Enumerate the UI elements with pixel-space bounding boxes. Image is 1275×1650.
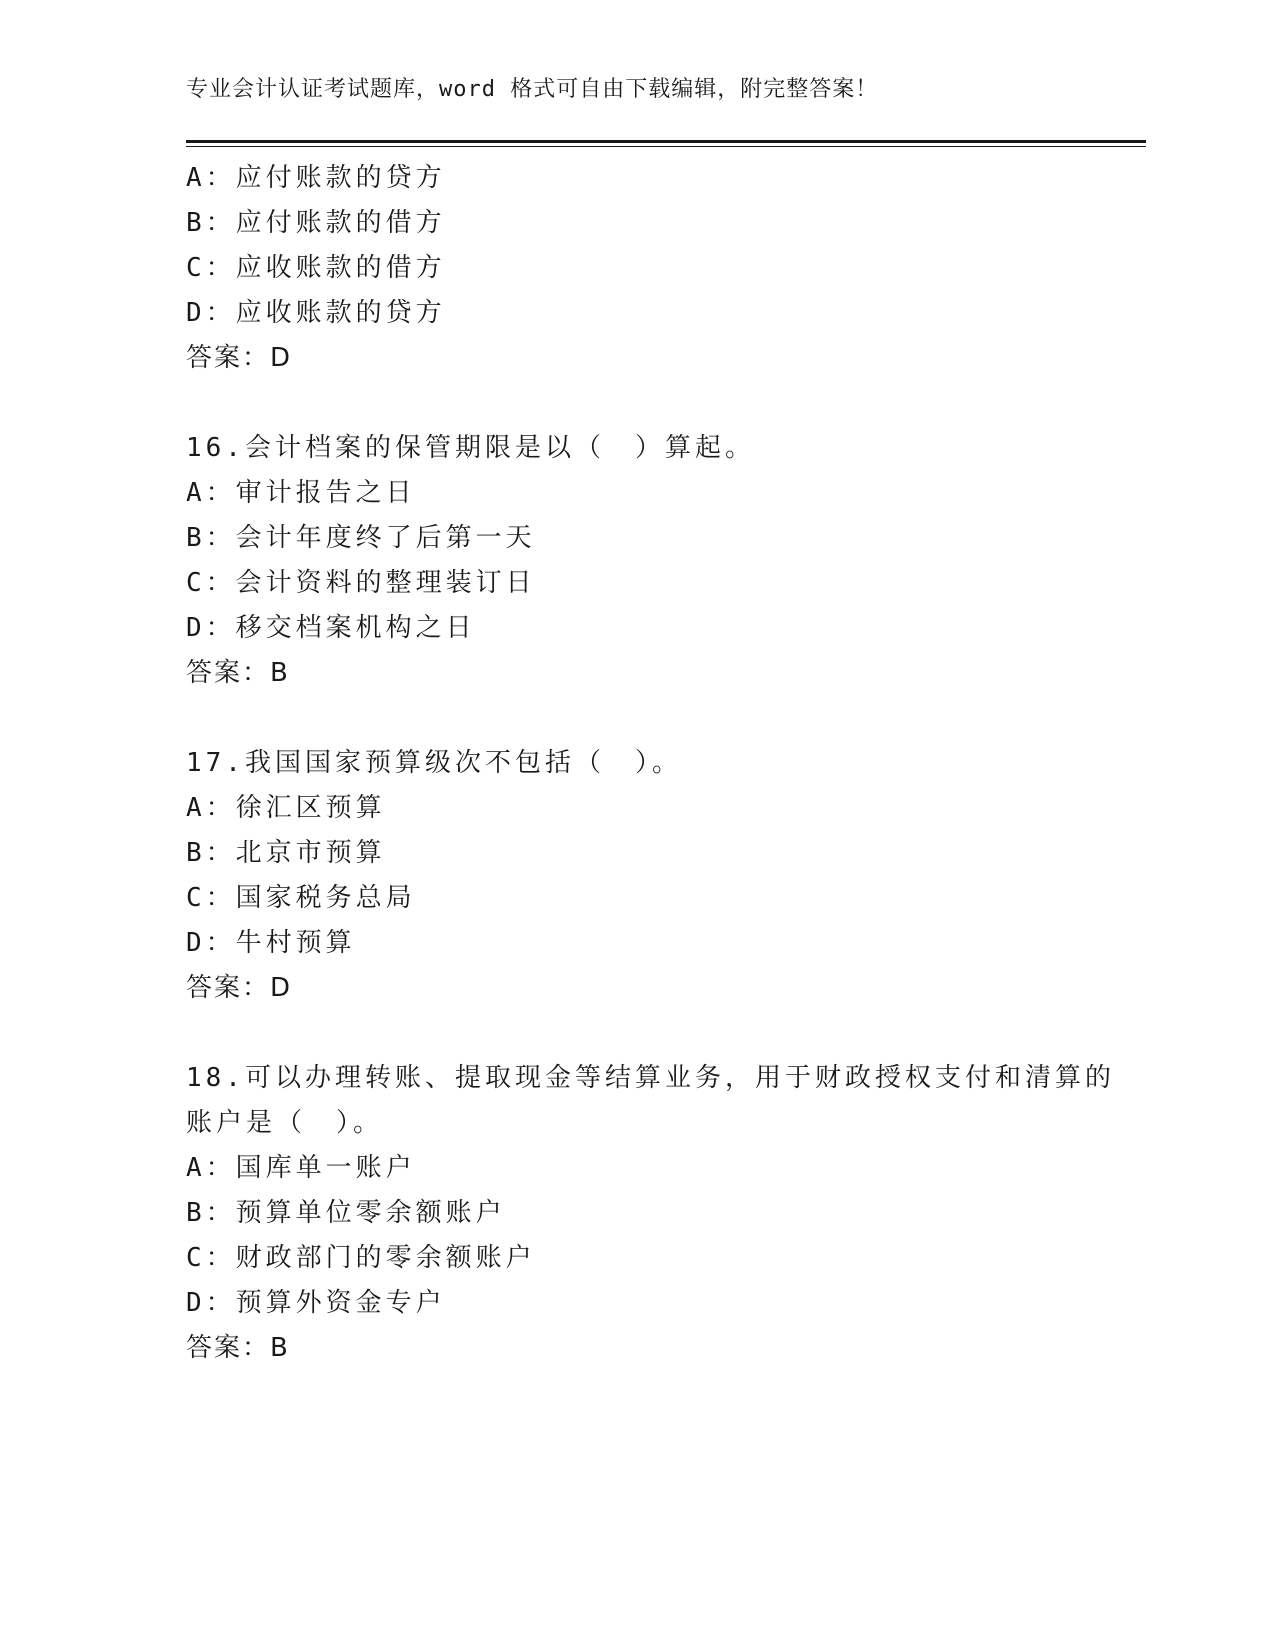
- header-rule-thin: [186, 146, 1146, 147]
- header-rule-thick: [186, 140, 1146, 143]
- option-a: A：徐汇区预算: [186, 793, 386, 823]
- option-c: C：财政部门的零余额账户: [186, 1243, 536, 1273]
- option-c: C：会计资料的整理装订日: [186, 568, 536, 598]
- question-16: [186, 426, 1146, 696]
- page-header: 专业会计认证考试题库，word 格式可自由下载编辑，附完整答案！: [186, 77, 879, 102]
- question-stem: 17.我国国家预算级次不包括（ ）。: [186, 748, 682, 778]
- answer: 答案：B: [186, 658, 290, 688]
- option-d: D：应收账款的贷方: [186, 298, 446, 328]
- question-17: [186, 741, 1146, 1011]
- option-b: B：会计年度终了后第一天: [186, 523, 536, 553]
- question-stem-continued: 账户是（ ）。: [186, 1108, 384, 1138]
- answer: 答案：D: [186, 973, 293, 1003]
- option-b: B：应付账款的借方: [186, 208, 446, 238]
- option-b: B：北京市预算: [186, 838, 386, 868]
- option-c: C：应收账款的借方: [186, 253, 446, 283]
- option-a: A：审计报告之日: [186, 478, 416, 508]
- answer: 答案：D: [186, 343, 293, 373]
- option-a: A：国库单一账户: [186, 1153, 416, 1183]
- option-d: D：移交档案机构之日: [186, 613, 476, 643]
- question-15: [186, 156, 1146, 381]
- question-list: [186, 156, 1146, 1371]
- question-18: [186, 1056, 1146, 1371]
- option-d: D：预算外资金专户: [186, 1288, 446, 1318]
- answer: 答案：B: [186, 1333, 290, 1363]
- question-stem: 16.会计档案的保管期限是以（ ）算起。: [186, 433, 755, 463]
- option-d: D：牛村预算: [186, 928, 356, 958]
- option-a: A：应付账款的贷方: [186, 163, 446, 193]
- question-stem: 18.可以办理转账、提取现金等结算业务，用于财政授权支付和清算的: [186, 1063, 1115, 1093]
- option-c: C：国家税务总局: [186, 883, 416, 913]
- option-b: B：预算单位零余额账户: [186, 1198, 506, 1228]
